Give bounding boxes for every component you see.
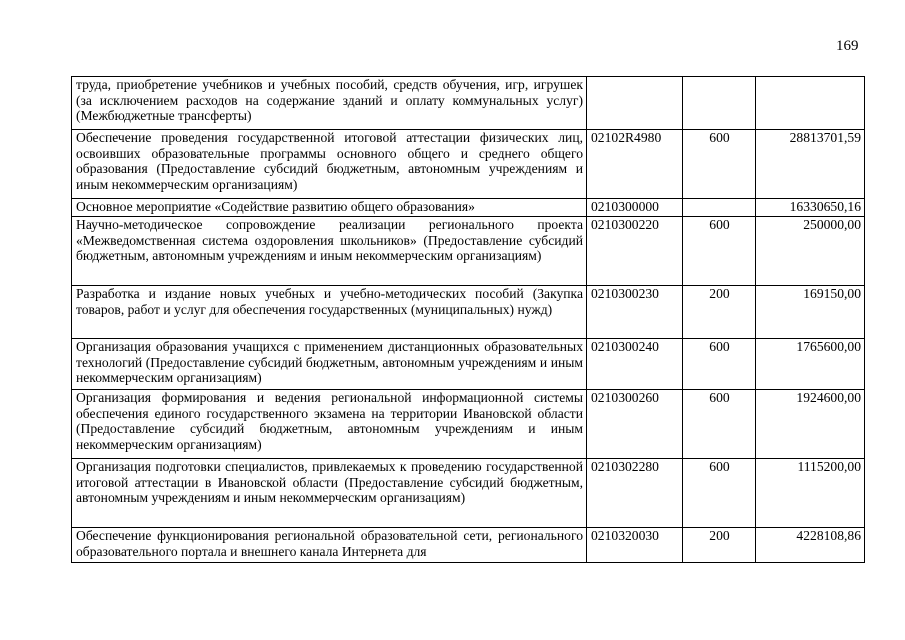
page-number: 169 xyxy=(836,38,859,54)
table-row xyxy=(72,77,865,130)
table-row xyxy=(72,217,865,286)
row-target-code: 0210300220 xyxy=(587,217,683,286)
table-row xyxy=(72,390,865,459)
table-row xyxy=(72,339,865,390)
row-description: Организация формирования и ведения региональной информационной системы обеспечения единого государственного экзамена на территории Ивановской области (Предоставление субсидий бюджетным, автономным учреждениям и иным некоммерческим организациям) xyxy=(72,390,587,459)
row-expense-type: 600 xyxy=(683,390,756,459)
row-description: труда, приобретение учебников и учебных пособий, средств обучения, игр, игрушек (за исключением расходов на содержание зданий и оплату коммунальных услуг) (Межбюджетные трансферты) xyxy=(72,77,587,130)
budget-table xyxy=(71,76,865,563)
row-target-code: 0210320030 xyxy=(587,528,683,563)
table-row xyxy=(72,459,865,528)
row-target-code: 0210300260 xyxy=(587,390,683,459)
row-expense-type: 600 xyxy=(683,339,756,390)
row-amount: 4228108,86 xyxy=(756,528,865,563)
row-amount: 169150,00 xyxy=(756,286,865,339)
row-amount: 1924600,00 xyxy=(756,390,865,459)
row-expense-type: 200 xyxy=(683,528,756,563)
row-target-code: 0210300000 xyxy=(587,199,683,217)
row-target-code xyxy=(587,77,683,130)
row-expense-type: 600 xyxy=(683,459,756,528)
table-row xyxy=(72,286,865,339)
row-amount: 28813701,59 xyxy=(756,130,865,199)
row-description: Основное мероприятие «Содействие развитию общего образования» xyxy=(72,199,587,217)
table-row xyxy=(72,528,865,563)
row-expense-type: 600 xyxy=(683,130,756,199)
row-description: Организация образования учащихся с применением дистанционных образовательных технологий (Предоставление субсидий бюджетным, автономным учреждениям и иным некоммерческим организациям) xyxy=(72,339,587,390)
row-amount xyxy=(756,77,865,130)
row-expense-type: 600 xyxy=(683,217,756,286)
row-amount: 1765600,00 xyxy=(756,339,865,390)
row-target-code: 0210300230 xyxy=(587,286,683,339)
row-expense-type: 200 xyxy=(683,286,756,339)
row-amount: 16330650,16 xyxy=(756,199,865,217)
row-description: Разработка и издание новых учебных и учебно-методических пособий (Закупка товаров, работ и услуг для обеспечения государственных (муниципальных) нужд) xyxy=(72,286,587,339)
row-description: Обеспечение функционирования региональной образовательной сети, регионального образовательного портала и внешнего канала Интернета для xyxy=(72,528,587,563)
row-description: Научно-методическое сопровождение реализации регионального проекта «Межведомственная система оздоровления школьников» (Предоставление субсидий бюджетным, автономным учреждениям и иным некоммерческим организациям) xyxy=(72,217,587,286)
table-row xyxy=(72,199,865,217)
row-amount: 250000,00 xyxy=(756,217,865,286)
row-target-code: 0210302280 xyxy=(587,459,683,528)
row-amount: 1115200,00 xyxy=(756,459,865,528)
row-description: Обеспечение проведения государственной итоговой аттестации физических лиц, освоивших образовательные программы основного общего и среднего общего образования (Предоставление субсидий бюджетным, автономным учреждениям и иным некоммерческим организациям) xyxy=(72,130,587,199)
row-target-code: 02102R4980 xyxy=(587,130,683,199)
row-target-code: 0210300240 xyxy=(587,339,683,390)
row-description: Организация подготовки специалистов, привлекаемых к проведению государственной итоговой аттестации в Ивановской области (Предоставление субсидий бюджетным, автономным учреждениям и иным некоммерческим организациям) xyxy=(72,459,587,528)
table-row xyxy=(72,130,865,199)
row-expense-type xyxy=(683,77,756,130)
row-expense-type xyxy=(683,199,756,217)
